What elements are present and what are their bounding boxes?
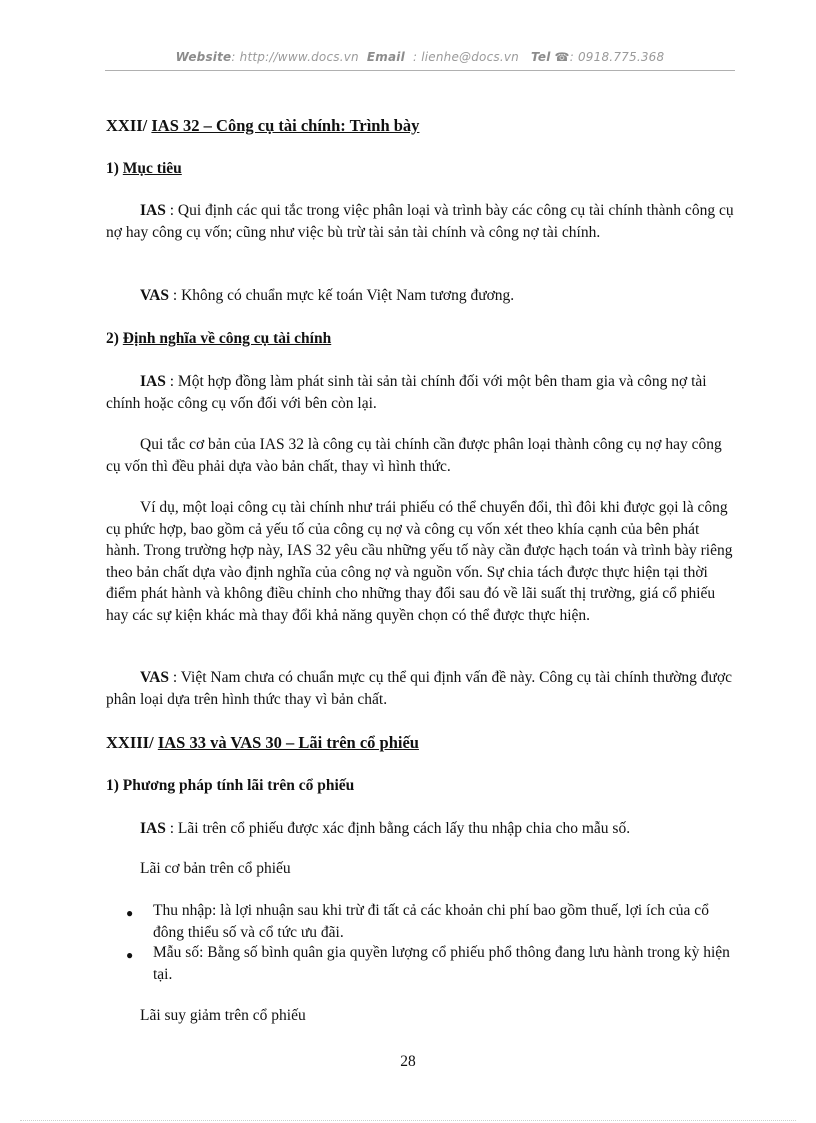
- basic-eps-label: [106, 858, 734, 880]
- paragraph-text: Lãi cơ bản trên cổ phiếu: [140, 860, 291, 877]
- subheading-muc-tieu: [106, 158, 734, 180]
- paragraph-vas-objective: [106, 285, 734, 307]
- section-heading-xxii: [106, 115, 734, 137]
- phone-icon: ☎: [554, 50, 570, 64]
- vas-label: VAS: [140, 669, 170, 686]
- section-title: IAS 33 và VAS 30 – Lãi trên cổ phiếu: [157, 733, 419, 752]
- bullet-icon: ●: [126, 948, 134, 962]
- section-number: XXIII/: [106, 733, 154, 752]
- page-header: [105, 50, 735, 64]
- paragraph-text: : Qui định các qui tắc trong việc phân loại và trình bày các công cụ tài chính thành công cụ nợ hay công cụ vốn; cũng như việc bù trừ tài sản tài chính và công nợ tài chính.: [106, 202, 734, 241]
- paragraph-text: Qui tắc cơ bản của IAS 32 là công cụ tài chính cần được phân loại thành công cụ nợ hay công cụ vốn thì đều phải dựa vào bản chất, thay vì hình thức.: [106, 436, 722, 475]
- paragraph-text: : Một hợp đồng làm phát sinh tài sản tài chính đối với một bên tham gia và công nợ tài chính hoặc công cụ vốn đối với bên còn lại.: [106, 373, 707, 412]
- page-bottom-edge: [20, 1120, 796, 1121]
- diluted-eps-label: [106, 1005, 734, 1027]
- ias-label: IAS: [140, 820, 166, 837]
- bullet-icon: ●: [126, 906, 134, 920]
- paragraph-example: [106, 497, 734, 626]
- paragraph-ias-definition: [106, 371, 734, 414]
- subheading-number: 2): [106, 330, 119, 347]
- subheading-eps-method: 1) Phương pháp tính lãi trên cổ phiếu: [106, 777, 355, 794]
- list-item: Thu nhập: là lợi nhuận sau khi trừ đi tất cả các khoản chi phí bao gồm thuế, lợi ích của cổ đông thiểu số và cổ tức ưu đãi.: [153, 902, 709, 941]
- paragraph-ias-objective: [106, 200, 734, 243]
- email-label: Email: [366, 50, 405, 64]
- paragraph-text: Lãi suy giảm trên cổ phiếu: [140, 1007, 306, 1024]
- subheading-title: Định nghĩa về công cụ tài chính: [122, 330, 332, 347]
- paragraph-vas-definition: [106, 667, 734, 710]
- list-item: Mẫu số: Bằng số bình quân gia quyền lượng cổ phiếu phổ thông đang lưu hành trong kỳ hiện tại.: [153, 944, 730, 983]
- tel-label: Tel: [531, 50, 551, 64]
- paragraph-text: : Không có chuẩn mực kế toán Việt Nam tương đương.: [169, 287, 515, 304]
- email-value: : lienhe@docs.vn: [412, 50, 519, 64]
- vas-label: VAS: [140, 287, 170, 304]
- subheading-dinh-nghia: [106, 328, 734, 350]
- paragraph-text: : Việt Nam chưa có chuẩn mực cụ thể qui định vấn đề này. Công cụ tài chính thường được phân loại dựa trên hình thức thay vì bản chất.: [106, 669, 733, 708]
- paragraph-text: : Lãi trên cổ phiếu được xác định bằng cách lấy thu nhập chia cho mẫu số.: [165, 820, 631, 837]
- ias-label: IAS: [140, 373, 166, 390]
- section-number: XXII/: [106, 116, 148, 135]
- subheading-number: 1): [106, 160, 119, 177]
- tel-value: : 0918.775.368: [569, 50, 665, 64]
- website-value: : http://www.docs.vn: [231, 50, 359, 64]
- header-divider: [105, 70, 735, 71]
- section-heading-xxiii: [106, 732, 734, 754]
- paragraph-ias-eps: [106, 818, 734, 840]
- paragraph-text: Ví dụ, một loại công cụ tài chính như trái phiếu có thể chuyển đổi, thì đôi khi được gọi là công cụ phức hợp, bao gồm cả yếu tố của công cụ nợ và công cụ vốn xét theo khía cạnh của bên phát hành. Trong trường hợp này, IAS 32 yêu cầu những yếu tố này cần được hạch toán và trình bày riêng theo bản chất dựa vào định nghĩa của công nợ và nguồn vốn. Sự chia tách được thực hiện tại thời điểm phát hành và không điều chỉnh cho những thay đổi sau đó về lãi suất thị trường, giá cổ phiếu hay các sự kiện khác mà thay đổi khả năng quyền chọn có thể được thực hiện.: [106, 499, 733, 624]
- website-label: Website: [175, 50, 232, 64]
- subheading-title: Mục tiêu: [122, 160, 182, 177]
- paragraph-basic-rule: [106, 434, 734, 477]
- ias-label: IAS: [140, 202, 166, 219]
- page-number: 28: [400, 1053, 416, 1070]
- section-title: IAS 32 – Công cụ tài chính: Trình bày: [151, 116, 420, 135]
